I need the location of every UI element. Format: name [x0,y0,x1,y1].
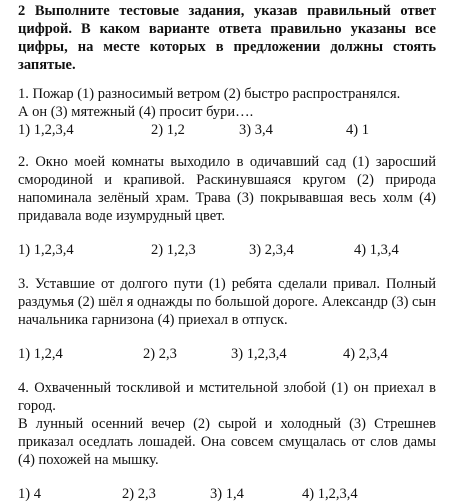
question-3-option-1: 1) 1,2,4 [18,346,63,362]
question-2-option-3: 3) 2,3,4 [249,242,294,258]
question-4 [18,379,436,503]
question-1-line-1: 1. Пожар (1) разносимый ветром (2) быстро распространялся. [18,86,401,102]
question-1-text [18,85,436,121]
question-1-option-2: 2) 1,2 [151,122,185,138]
question-2-option-1: 1) 1,2,3,4 [18,242,74,258]
question-2-option-2: 2) 1,2,3 [151,242,196,258]
question-4-option-1: 1) 4 [18,486,41,502]
question-3 [18,275,436,363]
question-4-line-1: 4. Охваченный тоскливой и мстительной злобой (1) он приехал в город. [18,380,436,414]
question-1-line-2: А он (3) мятежный (4) просит бури…. [18,104,254,120]
question-2-options [18,241,436,259]
question-4-line-2: В лунный осенний вечер (2) сырой и холодный (3) Стрешнев приказал оседлать лошадей. Она совсем смущалась от слов дамы (4) похожей на мышку. [18,416,436,468]
task-heading: 2 Выполните тестовые задания, указав правильный ответ цифрой. В каком варианте ответа правильно указаны все цифры, на месте которых в предложении должны стоять запятые. [18,3,436,73]
question-1-option-3: 3) 3,4 [239,122,273,138]
question-2-option-4: 4) 1,3,4 [354,242,399,258]
question-1-options [18,121,436,139]
question-3-option-3: 3) 1,2,3,4 [231,346,287,362]
question-4-option-3: 3) 1,4 [210,486,244,502]
question-4-option-2: 2) 2,3 [122,486,156,502]
question-3-option-2: 2) 2,3 [143,346,177,362]
question-4-options [18,485,436,503]
question-3-option-4: 4) 2,3,4 [343,346,388,362]
question-4-text [18,379,436,469]
question-2-text: 2. Окно моей комнаты выходило в одичавший сад (1) заросший смородиной и крапивой. Раскинувшаяся кругом (2) природа напоминала зелёный храм. Трава (3) покрывавшая весь холм (4) придавала воде изумрудный цвет. [18,154,436,224]
question-4-option-4: 4) 1,2,3,4 [302,486,358,502]
question-3-options [18,345,436,363]
question-2 [18,153,436,259]
question-3-text: 3. Уставшие от долгого пути (1) ребята сделали привал. Полный раздумья (2) шёл я однажды по большой дороге. Александр (3) сын начальника гарнизона (4) приехал в отпуск. [18,276,436,328]
question-1 [18,85,436,139]
question-1-option-4: 4) 1 [346,122,369,138]
question-1-option-1: 1) 1,2,3,4 [18,122,74,138]
